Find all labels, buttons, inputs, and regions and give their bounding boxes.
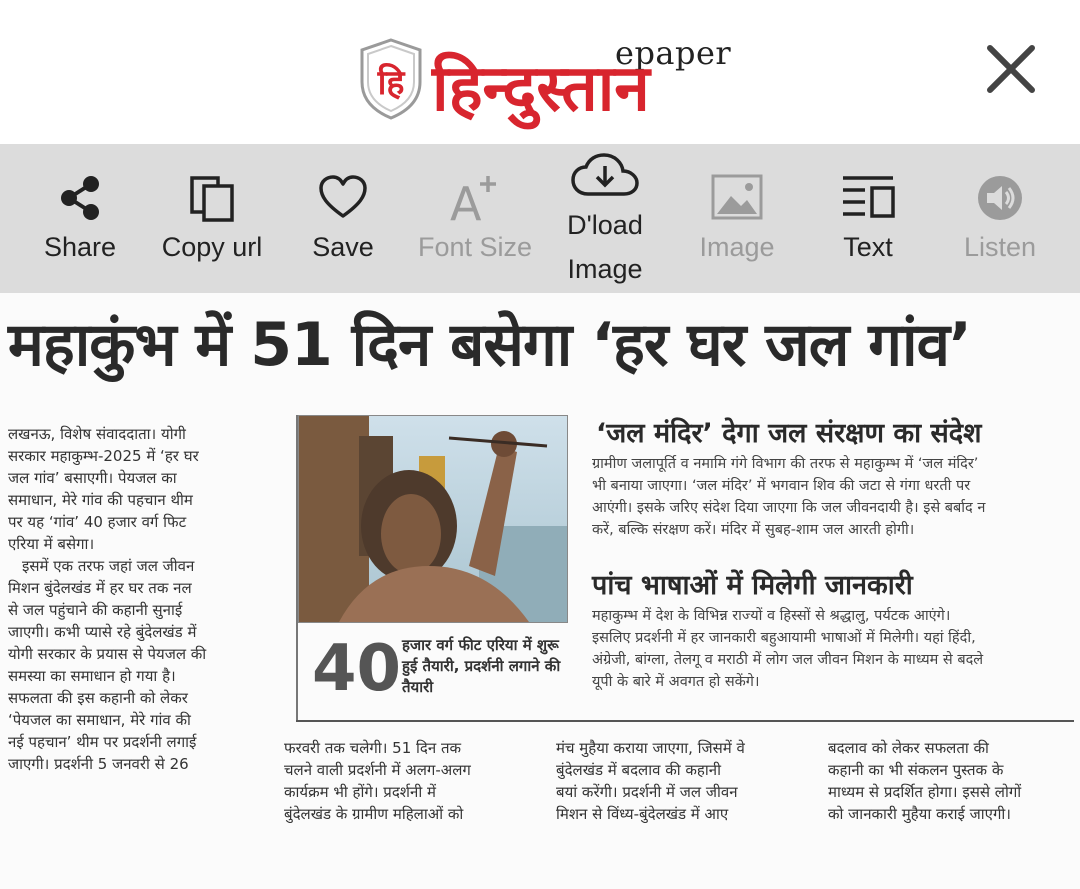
text-line: फरवरी तक चलेगी। 51 दिन तक — [284, 739, 462, 757]
text-line: बयां करेंगी। प्रदर्शनी में जल जीवन — [556, 783, 738, 801]
text-line: को जानकारी मुहैया कराई जाएगी। — [828, 805, 1011, 823]
text-line: समाधान, मेरे गांव की पहचान थीम — [8, 491, 193, 509]
download-label-line1: D'load — [567, 210, 643, 240]
text-line: ग्रामीण जलापूर्ति व नमामि गंगे विभाग की तरफ से महाकुम्भ में ‘जल मंदिर’ — [592, 456, 979, 472]
text-line: लखनऊ, विशेष संवाददाता। योगी — [8, 425, 186, 443]
text-line: समस्या का समाधान हो गया है। — [8, 667, 176, 685]
text-line: कार्यक्रम भी होंगे। प्रदर्शनी में — [284, 783, 436, 801]
save-button[interactable] — [296, 144, 390, 293]
text-line: मंच मुहैया कराया जाएगा, जिसमें वे — [556, 739, 745, 757]
text-button[interactable] — [820, 144, 916, 293]
article-photo — [298, 415, 568, 623]
article-column-1 — [8, 423, 290, 775]
text-line: बुंदेलखंड के ग्रामीण महिलाओं को — [284, 805, 464, 823]
text-line: माध्यम से प्रदर्शित होगा। इससे लोगों — [828, 783, 1022, 801]
listen-button[interactable] — [950, 144, 1050, 293]
copy-url-button[interactable] — [148, 144, 276, 293]
text-line: करें, बल्कि संरक्षण करें। मंदिर में सुबह-शाम जल आरती होगी। — [592, 522, 915, 538]
logo-epaper-text: epaper — [615, 34, 732, 72]
caption-text: हजार वर्ग फीट एरिया में शुरू हुई तैयारी, प्रदर्शनी लगाने की तैयारी — [402, 636, 561, 696]
text-line: पर यह ‘गांव’ 40 हजार वर्ग फिट — [8, 513, 187, 531]
font-size-label: Font Size — [417, 232, 533, 262]
text-line: महाकुम्भ में देश के विभिन्न राज्यों व हिस्सों से श्रद्धालु, पर्यटक आएंगे। — [592, 608, 951, 624]
article-column-4 — [828, 737, 1076, 825]
section-rule — [296, 720, 1074, 722]
copy-url-label: Copy url — [161, 232, 263, 262]
share-label: Share — [43, 232, 117, 262]
text-line: से जल पहुंचाने की कहानी सुनाई — [8, 601, 183, 619]
svg-text:हि: हि — [377, 63, 405, 103]
text-line: चलने वाली प्रदर्शनी में अलग-अलग — [284, 761, 471, 779]
download-label-line2: Image — [567, 254, 643, 284]
photo-caption — [298, 627, 566, 713]
text-line: अंग्रेजी, बांग्ला, तेलगू व मराठी में लोग जल जीवन मिशन के माध्यम से बदले — [592, 652, 984, 668]
share-icon — [57, 174, 103, 222]
text-line: आएंगी। इसके जरिए संदेश दिया जाएगा कि जल जीवनदायी है। इसे बर्बाद न — [592, 500, 986, 516]
newspaper-clipping — [0, 293, 1080, 889]
article-headline: महाकुंभ में 51 दिन बसेगा ‘हर घर जल गांव’ — [8, 310, 971, 380]
article-column-3 — [556, 737, 818, 825]
text-line: मिशन बुंदेलखंड में हर घर तक नल — [8, 579, 192, 597]
shield-logo-icon — [358, 38, 424, 120]
jal-mandir-body — [592, 453, 1074, 541]
font-size-button[interactable] — [408, 144, 542, 293]
text-line: जल गांव’ बसाएगी। पेयजल का — [8, 469, 177, 487]
sadhu-bathing-photo — [299, 416, 567, 622]
text-line: सफलता की इस कहानी को लेकर — [8, 689, 188, 707]
app-header — [0, 0, 1080, 144]
article-column-2 — [284, 737, 546, 825]
share-button[interactable] — [30, 144, 130, 293]
text-line: भी बनाया जाएगा। ‘जल मंदिर’ में भगवान शिव की जटा से गंगा धरती पर — [592, 478, 971, 494]
close-icon[interactable] — [980, 38, 1042, 100]
text-label: Text — [843, 232, 893, 262]
subheading-five-languages: पांच भाषाओं में मिलेगी जानकारी — [592, 570, 913, 601]
text-line: सरकार महाकुम्भ-2025 में ‘हर घर — [8, 447, 199, 465]
save-label: Save — [312, 232, 374, 262]
text-line: बुंदेलखंड में बदलाव की कहानी — [556, 761, 721, 779]
text-line: नई पहचान’ थीम पर प्रदर्शनी लगाई — [8, 733, 197, 751]
hindustan-logo — [358, 20, 732, 126]
five-languages-body — [592, 605, 1074, 693]
image-label: Image — [699, 232, 775, 262]
text-line: योगी सरकार के प्रयास से पेयजल की — [8, 645, 207, 663]
text-line: जाएगी। प्रदर्शनी 5 जनवरी से 26 — [8, 755, 189, 773]
speaker-icon — [976, 174, 1024, 222]
text-line: जाएगी। कभी प्यासे रहे बुंदेलखंड में — [8, 623, 197, 641]
image-button[interactable] — [686, 144, 788, 293]
text-line: बदलाव को लेकर सफलता की — [828, 739, 989, 757]
text-line: मिशन से विंध्य-बुंदेलखंड में आए — [556, 805, 729, 823]
text-line: यूपी के बारे में अवगत हो सकेंगे। — [592, 674, 760, 690]
cloud-download-icon — [570, 152, 640, 200]
font-size-icon — [448, 172, 502, 224]
download-image-button[interactable] — [556, 144, 654, 293]
text-line: इसमें एक तरफ जहां जल जीवन — [22, 557, 195, 575]
image-icon — [711, 174, 763, 220]
copy-icon — [188, 174, 236, 224]
caption-number: 40 — [312, 632, 402, 706]
text-line: एरिया में बसेगा। — [8, 535, 95, 553]
text-line: इसलिए प्रदर्शनी में हर जानकारी बहुआयामी भाषाओं में मिलेगी। यहां हिंदी, — [592, 630, 976, 646]
text-line: ‘पेयजल का समाधान, मेरे गांव की — [8, 711, 191, 729]
article-toolbar — [0, 144, 1080, 293]
logo-hindustan-text: हिन्दुस्तान — [432, 52, 650, 126]
svg-text:A: A — [450, 177, 482, 224]
subheading-jal-mandir: ‘जल मंदिर’ देगा जल संरक्षण का संदेश — [596, 418, 982, 449]
text-line: कहानी का भी संकलन पुस्तक के — [828, 761, 1004, 779]
text-layout-icon — [841, 174, 895, 222]
heart-icon — [318, 174, 368, 220]
listen-label: Listen — [963, 232, 1037, 262]
